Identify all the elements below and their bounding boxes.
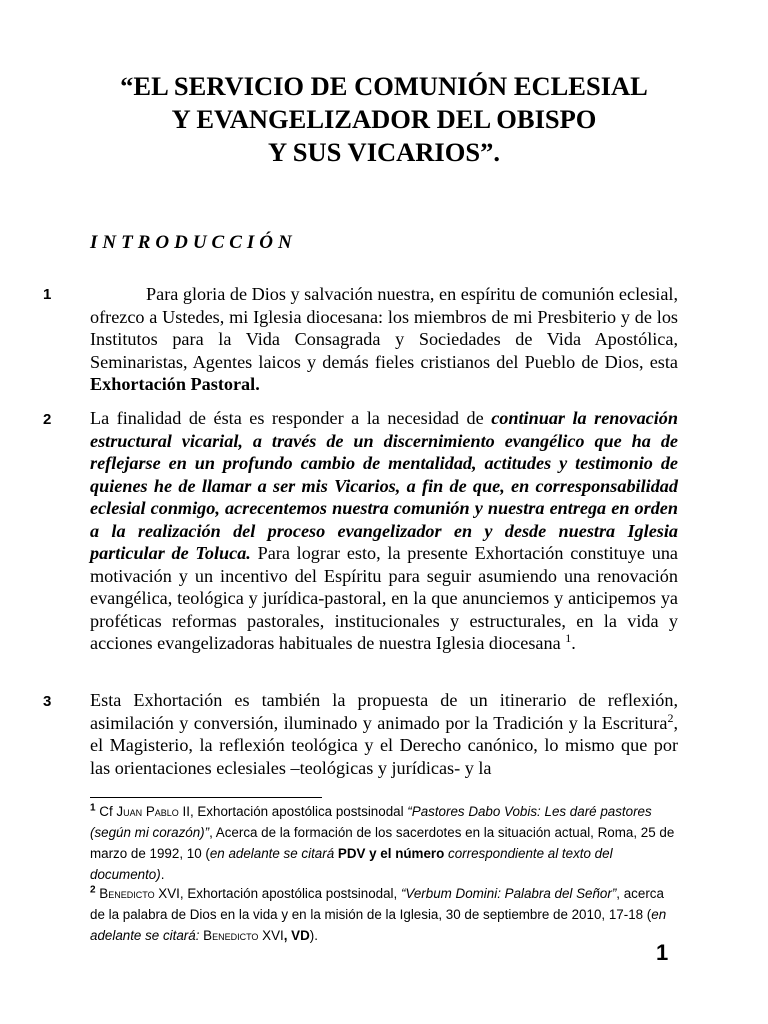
paragraph-3	[90, 689, 678, 779]
document-title	[0, 70, 768, 169]
footnote-title: “Verbum Domini: Palabra del Señor”	[400, 886, 617, 901]
footnote-divider	[90, 797, 322, 798]
footnote-text: .	[160, 867, 165, 882]
paragraph-text: Para lograr esto, la presente Exhortación constituye una motivación y un incentivo del Espíritu para seguir asumiendo una renovación evangélica, teológica y jurídica-pastoral, en la que anunciemos y anticipemos ya proféticas reformas pastorales, institucionales y estructurales, en la vida y acciones evangelizadoras habituales de nuestra Iglesia diocesana	[90, 543, 678, 653]
footnote-text: , acerca de la palabra de Dios en la vida y en la misión de la Iglesia, 30 de septiembre de 2010, 17-18 (	[90, 886, 664, 922]
paragraph-number: 2	[43, 411, 52, 428]
paragraph-2	[90, 407, 678, 655]
footnote-note: en adelante se citará	[209, 846, 338, 861]
footnote-text: ).	[309, 928, 318, 943]
footnote-author: Benedicto XVI	[203, 928, 284, 943]
footnote-title: “Pastores Dabo Vobis: Les daré pastores (según mi corazón)”	[90, 804, 652, 840]
footnote-text: , Exhortación apostólica postsinodal,	[179, 886, 401, 901]
paragraph-text: Para gloria de Dios y salvación nuestra, en espíritu de comunión eclesial, ofrezco a Ustedes, mi Iglesia diocesana: los miembros de mi Presbiterio y de los Institutos para la Vida Consagrada y Sociedades de Vida Apostólica, Seminaristas, Agentes laicos y demás fieles cristianos del Pueblo de Dios, esta	[90, 284, 678, 372]
footnote-note: correspondiente al texto del documento)	[90, 846, 613, 882]
footnote-text: , Acerca de la formación de los sacerdotes en la situación actual, Roma, 25 de marzo de 1992, 10 (	[90, 825, 675, 861]
paragraph-text: La finalidad de ésta es responder a la necesidad de	[90, 408, 492, 428]
paragraph-text: , el Magisterio, la reflexión teológica y el Derecho canónico, lo mismo que por las orientaciones eclesiales –teológicas y jurídicas- y la	[90, 712, 678, 778]
footnote-ref[interactable]: 2	[667, 710, 674, 725]
footnote-note: en adelante se citará:	[90, 907, 667, 943]
footnote-marker: 1	[90, 802, 96, 814]
footnote-2	[90, 883, 680, 946]
paragraph-text: .	[571, 633, 576, 653]
footnote-1	[90, 801, 680, 885]
footnote-marker: 2	[90, 884, 96, 896]
paragraph-emphasis: continuar la renovación estructural vicarial, a través de un discernimiento evangélico que ha de reflejarse en un profundo cambio de mentalidad, actitudes y testimonio de quienes he de llamar a ser mis Vicarios, a fin de que, en corresponsabilidad eclesial conmigo, acrecentemos nuestra comunión y nuestra entrega en orden a la realización del proceso evangelizador en y desde nuestra Iglesia particular de Toluca.	[90, 408, 678, 563]
paragraph-text: Esta Exhortación es también la propuesta de un itinerario de reflexión, asimilación y conversión, iluminado y animado por la Tradición y la Escritura	[90, 690, 678, 733]
title-line-3: Y SUS VICARIOS”.	[268, 137, 500, 167]
paragraph-number: 1	[43, 286, 52, 303]
footnote-author: Benedicto XVI	[99, 886, 180, 901]
footnote-text: , Exhortación apostólica postsinodal	[189, 804, 408, 819]
page-number: 1	[656, 940, 669, 965]
footnote-ref[interactable]: 1	[565, 630, 572, 645]
paragraph-number: 3	[43, 693, 52, 710]
section-heading: INTRODUCCIÓN	[90, 232, 297, 253]
footnote-abbreviation: PDV y el número	[337, 846, 445, 861]
paragraph-1	[90, 283, 678, 396]
title-line-2: Y EVANGELIZADOR DEL OBISPO	[171, 104, 597, 134]
footnote-author: Juan Pablo II	[116, 804, 190, 819]
footnote-text: Cf	[95, 804, 117, 819]
footnote-abbreviation: , VD	[283, 928, 310, 943]
title-line-1: “EL SERVICIO DE COMUNIÓN ECLESIAL	[120, 71, 648, 101]
paragraph-bold-text: Exhortación Pastoral.	[90, 374, 260, 394]
